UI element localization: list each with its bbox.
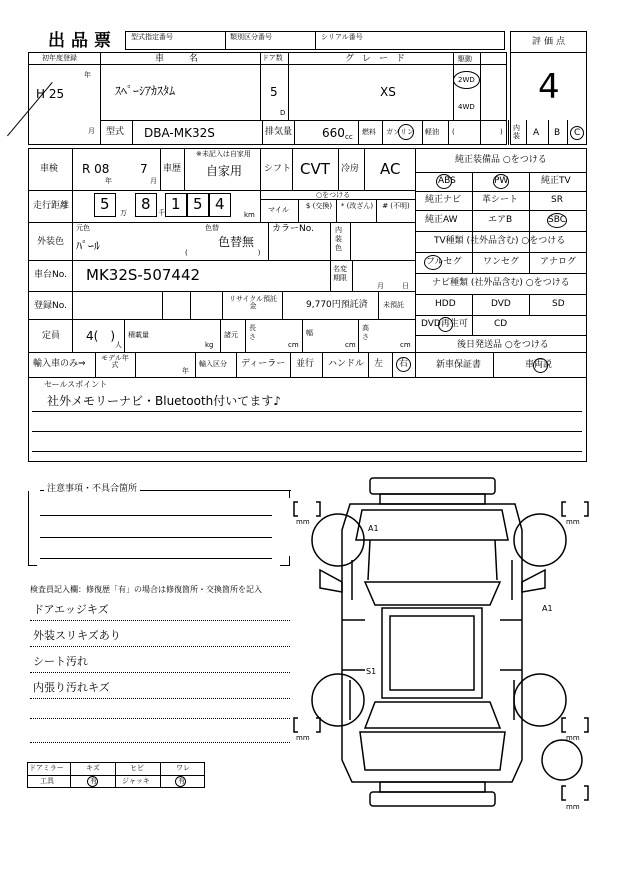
displacement-label: 排気量 — [265, 127, 293, 137]
color-code-value: 色替無 — [218, 235, 255, 249]
equip-leather: 革シート — [482, 195, 519, 205]
month-unit: 月 — [88, 127, 95, 135]
unknown-label: # (不明) — [382, 202, 410, 210]
interior-label: 内装 — [513, 124, 520, 140]
color-no-label: カラーNo. — [272, 224, 314, 234]
color-label: 外装色 — [37, 237, 65, 247]
parallel-option: 並行 — [296, 359, 315, 369]
equip-sbc: SBC — [548, 215, 567, 225]
equip-sr: SR — [551, 195, 563, 205]
equip-abs: ABS — [438, 176, 456, 186]
car-damage-diagram — [290, 470, 590, 820]
inspector-note-2: 外装スリキズあり — [33, 629, 121, 642]
mm-fr: mm — [566, 518, 580, 526]
mark-a1-right: A1 — [542, 604, 553, 613]
mile-label: マイル — [268, 206, 289, 214]
later-manual: 車両説 — [525, 360, 553, 370]
history-note: ※未記入は自家用 — [196, 150, 251, 158]
chassis-value: MK32S-507442 — [86, 266, 201, 284]
first-reg-value: H 25 — [36, 87, 65, 101]
equip-airbag: エアB — [488, 215, 513, 225]
shaken-month-unit: 月 — [150, 177, 157, 185]
shaken-label: 車検 — [40, 164, 59, 174]
mileage-label: 走行距離 — [33, 201, 70, 211]
tampered-label: * (改ざん) — [340, 202, 374, 210]
model-value: DBA-MK32S — [144, 126, 215, 140]
inspector-note-3: シート汚れ — [33, 655, 88, 668]
history-value: 自家用 — [206, 164, 243, 178]
equip-navi: 純正ナビ — [425, 195, 462, 205]
doors-suffix: D — [280, 109, 286, 117]
navi-header: ナビ種類 (社外品含む) ○をつける — [432, 278, 570, 288]
person-unit: 人 — [115, 341, 122, 349]
inspector-note-4: 内張り汚れキズ — [33, 681, 110, 694]
load-label: 積載量 — [128, 331, 149, 339]
legend-break: ワレ — [176, 764, 190, 772]
kg-unit: kg — [205, 341, 214, 349]
sen-unit: 千 — [158, 209, 165, 217]
legend-jack-have: 有 — [178, 777, 185, 785]
width-cm: cm — [345, 341, 356, 349]
handle-label: ハンドル — [328, 359, 365, 369]
legend-crack: ヒビ — [130, 764, 144, 772]
recycle-unpaid: 未預託 — [383, 301, 404, 309]
height-cm: cm — [400, 341, 411, 349]
tv-fullseg: フルセグ — [426, 257, 462, 267]
interior-c-circle — [570, 126, 584, 140]
legend-tools: 工具 — [40, 777, 54, 785]
inspector-note-1: ドアエッジキズ — [33, 603, 109, 616]
navi-cd: CD — [494, 319, 508, 329]
ac-value: AC — [380, 160, 401, 178]
equip-pw: PW — [494, 176, 509, 186]
navi-sd: SD — [552, 299, 565, 309]
orig-color-label: 元色 — [76, 224, 90, 232]
fuel-label: 燃料 — [362, 128, 376, 136]
tv-oneseg: ワンセグ — [483, 257, 520, 267]
mark-s1: S1 — [366, 667, 377, 676]
mm-rl: mm — [296, 734, 310, 742]
type-no-label: 型式指定番号 — [131, 33, 173, 41]
cc-unit: cc — [345, 133, 353, 141]
legend-scratch: キズ — [86, 764, 100, 772]
form-title: 出品票 — [48, 31, 117, 51]
navi-hdd: HDD — [435, 299, 456, 309]
class-no-label: 類別区分番号 — [230, 33, 272, 41]
ac-label: 冷房 — [341, 164, 360, 174]
drive-label: 駆動 — [458, 55, 472, 63]
equip-tv: 純正TV — [541, 176, 571, 186]
notes-box — [28, 490, 291, 566]
sales-point-label: セールスポイント — [44, 380, 108, 389]
inspector-label: 検査員記入欄：修復歴「有」の場合は修復箇所・交換箇所を記入 — [30, 585, 262, 594]
first-reg-label: 初年度登録 — [42, 54, 77, 62]
recycle-value: 9,770円預託済 — [306, 300, 368, 310]
doors-value: 5 — [270, 85, 278, 99]
color-code-label: 色替 — [205, 224, 219, 232]
man-unit: 万 — [120, 209, 127, 217]
shift-value: CVT — [300, 160, 330, 178]
name-change-label: 名変期限 — [333, 265, 347, 282]
notes-label: 注意事項・不具合箇所 — [44, 485, 140, 494]
equipment-header: 純正装備品 ○をつける — [455, 155, 547, 165]
grade-value: XS — [380, 85, 396, 99]
light-oil-label: 軽油 — [425, 128, 439, 136]
capacity-value: 4( ) — [86, 329, 115, 343]
mm-fl: mm — [296, 518, 310, 526]
model-year-unit: 年 — [182, 367, 189, 375]
serial-label: シリアル番号 — [321, 33, 363, 41]
equip-aw: 純正AW — [425, 215, 458, 225]
capacity-label: 定員 — [42, 331, 61, 341]
mark-label: ○をつける — [316, 191, 351, 199]
shaken-month: 7 — [140, 162, 148, 176]
interior-b: B — [554, 128, 561, 138]
weight-label: 諸元 — [224, 331, 238, 339]
sales-point: 社外メモリーナビ・Bluetooth付いてます♪ — [47, 394, 281, 408]
car-name-label: 車 名 — [155, 54, 207, 64]
shaken-value: R 08 — [82, 162, 110, 176]
width-label: 幅 — [306, 329, 313, 337]
mm-rr: mm — [566, 734, 580, 742]
regno-label: 登録No. — [34, 301, 67, 311]
len-cm: cm — [288, 341, 299, 349]
import-class-label: 輸入区分 — [199, 360, 227, 368]
mark-a1-front: A1 — [368, 524, 379, 533]
car-name: ｽﾍﾟｰｼｱｶｽﾀﾑ — [115, 84, 176, 98]
dealer-option: ディーラー — [241, 359, 286, 369]
displacement-value: 660 — [322, 126, 345, 140]
chassis-label: 車台No. — [34, 270, 67, 280]
legend-jack: ジャッキ — [122, 777, 150, 785]
interior-color-label: 内装色 — [335, 226, 342, 252]
navi-dvd: DVD — [491, 299, 511, 309]
doors-label: ドア数 — [262, 54, 283, 62]
grade-label: グレード — [345, 54, 414, 64]
fuel-gasoline: ガソリン — [386, 128, 414, 136]
color-paren: ( ) — [185, 249, 265, 257]
model-year-label: モデル年式 — [101, 354, 129, 369]
tv-header: TV種類 (社外品含む) ○をつける — [434, 236, 566, 246]
drive-4wd: 4WD — [458, 103, 475, 111]
mileage-digit-2: 8 — [141, 195, 151, 213]
mileage-digit-4: 5 — [193, 195, 203, 213]
legend-tools-have: 有 — [90, 777, 97, 785]
mm-spare: mm — [566, 803, 580, 811]
drive-2wd-circle — [453, 71, 480, 89]
import-label: 輸入車のみ⇒ — [33, 359, 86, 369]
exchange-label: $ (交換) — [305, 202, 333, 210]
score-label: 評価点 — [532, 37, 569, 47]
handle-right-circle — [396, 357, 411, 372]
height-label: 高さ — [362, 324, 369, 341]
handle-right: 右 — [399, 359, 409, 369]
orig-color-value: ﾊﾟｰﾙ — [76, 239, 101, 253]
mileage-digit-1: 5 — [100, 195, 110, 213]
shaken-year-unit: 年 — [105, 177, 112, 185]
score-value: 4 — [538, 67, 560, 107]
model-label: 型式 — [106, 127, 125, 137]
name-change-month: 月 — [377, 282, 384, 290]
later-warranty: 新車保証書 — [436, 360, 482, 370]
mileage-digit-5: 4 — [215, 195, 225, 213]
shift-label: シフト — [264, 164, 292, 174]
history-label: 車歴 — [163, 164, 182, 174]
legend-mirror: ドアミラー — [29, 764, 64, 772]
later-header: 後日発送品 ○をつける — [457, 340, 549, 350]
fuel-circle — [398, 124, 414, 140]
recycle-label: リサイクル預託金 — [228, 295, 278, 310]
mileage-digit-3: 1 — [171, 195, 181, 213]
interior-c: C — [574, 128, 581, 138]
len-label: 長さ — [249, 324, 256, 341]
interior-a: A — [533, 128, 540, 138]
drive-2wd: 2WD — [458, 76, 475, 84]
handle-left: 左 — [374, 359, 384, 369]
year-unit: 年 — [84, 71, 91, 79]
tv-analog: アナログ — [540, 257, 577, 267]
km-unit: km — [244, 211, 255, 219]
navi-dvd-play: DVD再生可 — [421, 319, 468, 329]
